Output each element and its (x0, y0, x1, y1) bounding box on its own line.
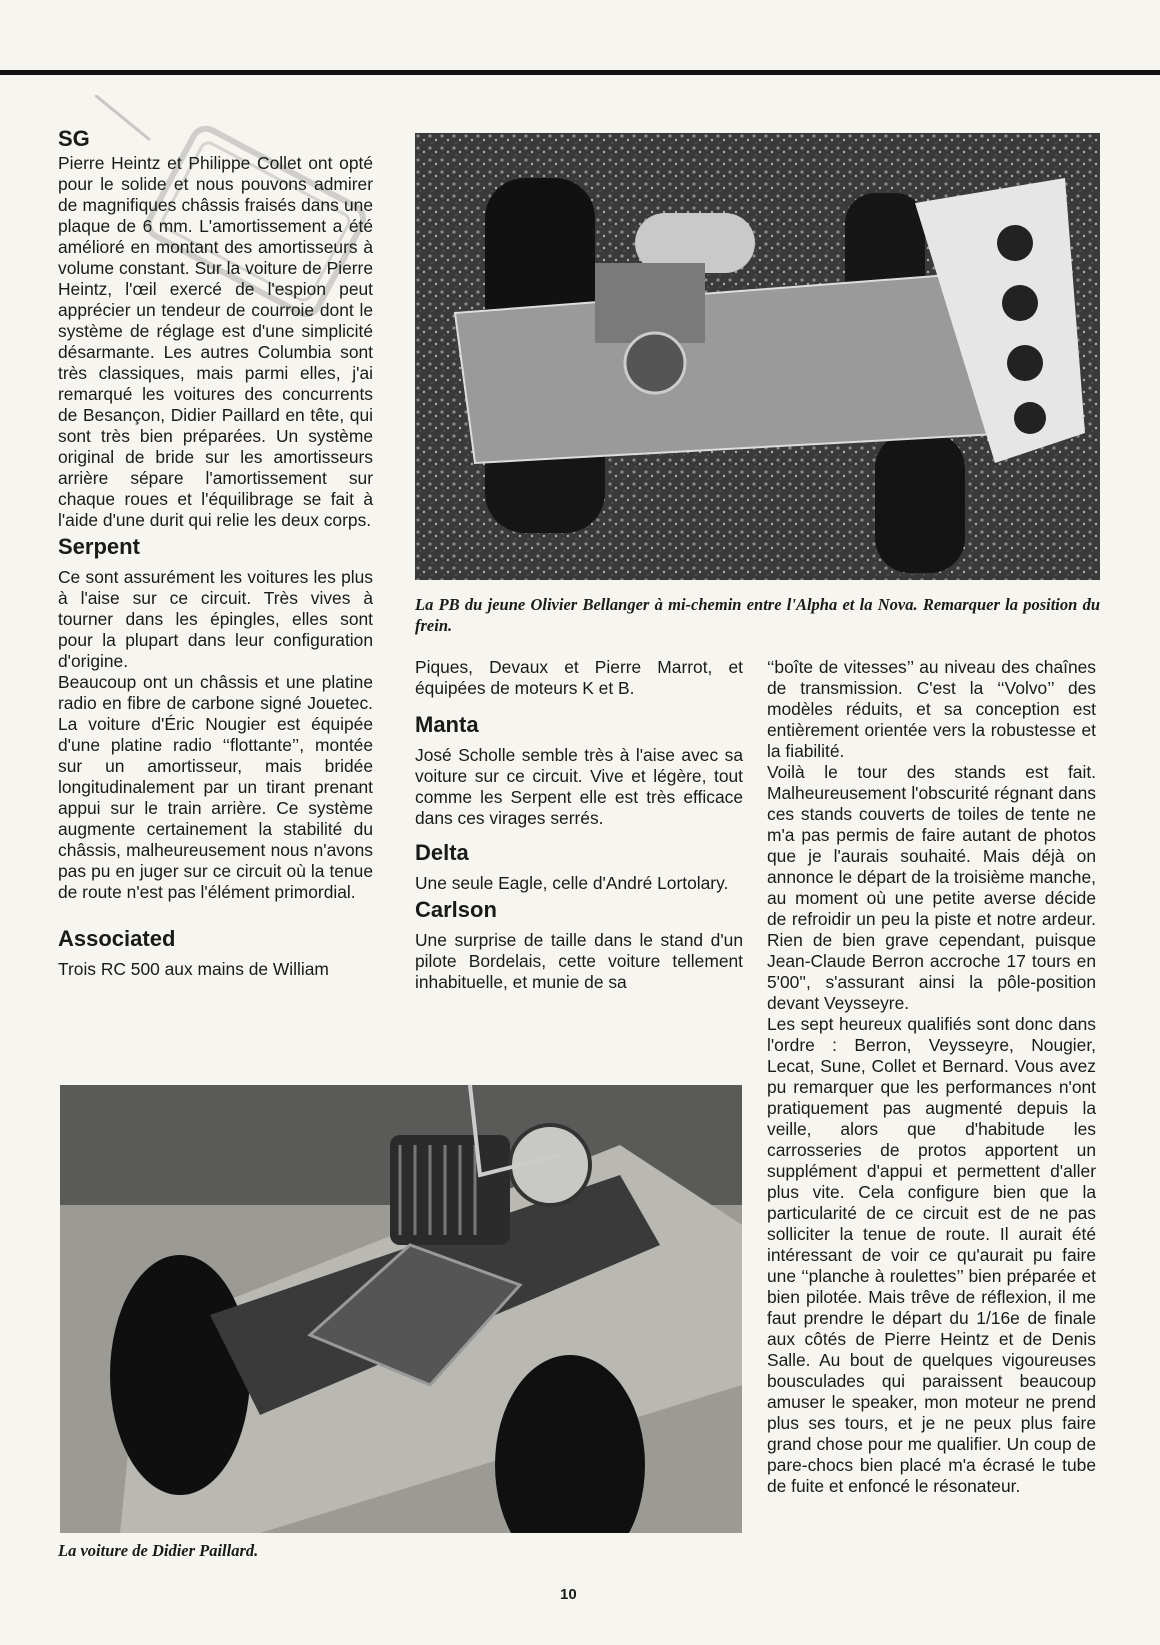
column-right (767, 657, 1096, 1497)
caption-top-photo: La PB du jeune Olivier Bellanger à mi-chemin entre l'Alpha et la Nova. Remarquer la position du frein. (415, 595, 1100, 635)
car-photo-illustration-2 (60, 1085, 742, 1533)
serpent-text-1: Ce sont assurément les voitures les plus à l'aise sur ce circuit. Très vives à tourner dans les épingles, elles sont pour la plupart dans leur configuration d'origine. (58, 567, 373, 671)
manta-text: José Scholle semble très à l'aise avec sa voiture sur ce circuit. Vive et légère, tout comme les Serpent elle est très efficace dans ces virages serrés. (415, 745, 743, 828)
associated-text: Trois RC 500 aux mains de William (58, 959, 329, 979)
col3-paragraph-2: Voilà le tour des stands est fait. Malheureusement l'obscurité régnant dans ces stands couverts de toiles de tente ne m'a pas permis de faire autant de photos que je l'aurais souhaité. Mais déjà on annonce le départ de la troisième manche, au moment où une petite averse décide de refroidir un peu la piste et notre ardeur. Rien de bien grave cependant, puisque Jean-Claude Berron accroche 17 tours en 5'00'', s'assurant ainsi la pôle-position devant Veysseyre. (767, 762, 1096, 1013)
heading-serpent: Serpent (58, 534, 140, 559)
associated-text-continued: Piques, Devaux et Pierre Marrot, et équipées de moteurs K et B. (415, 657, 743, 698)
col3-paragraph-3: Les sept heureux qualifiés sont donc dans l'ordre : Berron, Veysseyre, Nougier, Lecat, Sune, Collet et Bernard. Vous avez pu remarquer que les performances n'ont pratiquement pas augmenté depuis la veille, alors que d'habitude les carrosseries de protos apportent un supplément d'appui et permettent d'aller plus vite. Cela configure bien que la particularité de ce circuit est de ne pas solliciter la tenue de route. Il aurait été intéressant de voir ce qu'aurait pu faire une ‘‘planche à roulettes’’ bien préparée et bien pilotée. Mais trêve de réflexion, il me faut prendre le départ du 1/16e de finale aux côtés de Pierre Heintz et de Denis Salle. Au bout de quelques vigoureuses bousculades qui paraissent beaucoup amuser le speaker, mon moteur ne prend plus ses tours, et je ne peux plus faire grand chose pour me qualifier. Un coup de pare-chocs bien placé m'a écrasé le tube de fuite et enfoncé le résonateur. (767, 1014, 1096, 1496)
heading-manta: Manta (415, 712, 479, 737)
sg-text: Pierre Heintz et Philippe Collet ont opté pour le solide et nous pouvons admirer de magnifiques châssis fraisés dans une plaque de 6 mm. L'amortissement a été amélioré en montant des amortisseurs à volume constant. Sur la voiture de Pierre Heintz, l'œil exercé de l'espion peut apprécier un tendeur de courroie dont le système de réglage est d'une simplicité désarmante. Les autres Columbia sont très classiques, mais parmi elles, j'ai remarqué les voitures des concurrents de Besançon, Didier Paillard en tête, qui sont très bien préparées. Un système original de bride sur les amortisseurs arrière sépare l'amortissement sur chaque roues et l'équilibrage se fait à l'aide d'une durit qui relie les deux corps. (58, 153, 373, 530)
serpent-text-2: Beaucoup ont un châssis et une platine radio en fibre de carbone signé Jouetec. La voiture d'Éric Nougier est équipée d'une platine radio ‘‘flottante’’, montée sur un amortisseur, mais bridée longitudinalement par un tirant prenant appui sur le train arrière. Ce système augmente certainement la stabilité du châssis, malheureusement nous n'avons pas pu en juger sur ce circuit où la tenue de route n'est pas l'élément primordial. (58, 672, 373, 902)
heading-delta: Delta (415, 840, 469, 865)
caption-bottom-photo: La voiture de Didier Paillard. (58, 1541, 259, 1560)
top-rule (0, 70, 1160, 75)
col3-paragraph-1: ‘‘boîte de vitesses’’ au niveau des chaînes de transmission. C'est la ‘‘Volvo’’ des modèles réduits, et sa conception est entièrement orientée vers la robustesse et la fiabilité. (767, 657, 1096, 761)
delta-text: Une seule Eagle, celle d'André Lortolary. (415, 873, 729, 893)
carlson-text: Une surprise de taille dans le stand d'un pilote Bordelais, cette voiture tellement inhabituelle, et munie de sa (415, 930, 743, 992)
photo-paillard-car (60, 1085, 742, 1533)
photo-pb-car (415, 133, 1100, 580)
column-middle (415, 657, 743, 993)
heading-sg: SG (58, 126, 90, 151)
page-number: 10 (560, 1586, 577, 1603)
column-left (58, 125, 373, 980)
heading-associated: Associated (58, 926, 176, 951)
car-photo-illustration-1 (415, 133, 1100, 580)
heading-carlson: Carlson (415, 897, 497, 922)
